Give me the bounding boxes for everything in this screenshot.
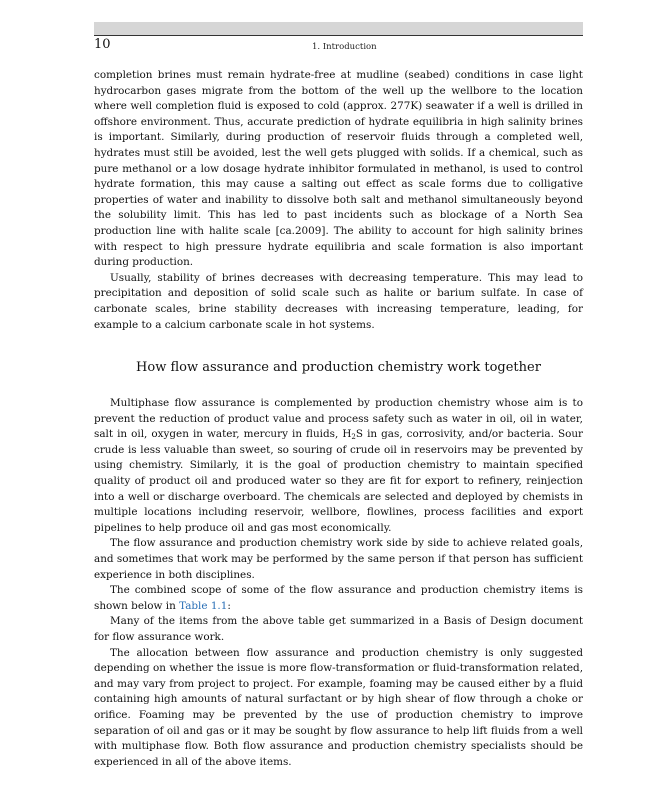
- section-title: How flow assurance and production chemistry work together: [136, 360, 541, 376]
- paragraph-multiphase: [94, 396, 583, 536]
- paragraph-completion-brines: completion brines must remain hydrate-free at mudline (seabed) conditions in case light hydrocarbon gases migrate from the bottom of the well up the wellbore to the location where well completion fluid is exposed to cold (approx. 277K) seawater if a well is drilled in offshore environment. Thus, accurate prediction of hydrate equilibria in high salinity brines is important. Similarly, during production of reservoir fluids through a completed well, hydrates must still be avoided, lest the well gets plugged with solids. If a chemical, such as pure methanol or a low dosage hydrate inhibitor formulated in methanol, is used to control hydrate formation, this may cause a salting out effect as scale forms due to colligative properties of water and inability to dissolve both salt and methanol simultaneously beyond the solubility limit. This has led to past incidents such as blockage of a North Sea production line with halite scale [ca.2009]. The ability to account for high salinity brines with respect to high pressure hydrate equilibria and scale formation is also important during production.: [94, 69, 583, 269]
- paragraph-combined-scope: [94, 583, 583, 614]
- header-rule: [94, 35, 583, 36]
- paragraph-multiphase-text-a: Multiphase flow assurance is complemented by production chemistry whose aim is to prevent the reduction of product value and process safety such as water in oil, oil in water, salt in oil, oxygen in water, mercury in fluids, H: [94, 397, 583, 441]
- paragraph-basis-of-design: Many of the items from the above table get summarized in a Basis of Design document for flow assurance work.: [94, 615, 583, 643]
- page-body: [94, 68, 583, 770]
- running-head: 1. Introduction: [312, 42, 377, 52]
- paragraph-brine-stability: Usually, stability of brines decreases with decreasing temperature. This may lead to precipitation and deposition of solid scale such as halite or barium sulfate. In case of carbonate scales, brine stability decreases with increasing temperature, leading, for example to a calcium carbonate scale in hot systems.: [94, 271, 583, 331]
- paragraph-multiphase-text-b: S in gas, corrosivity, and/or bacteria. Sour crude is less valuable than sweet, so souring of crude oil in reservoirs may be prevented by using chemistry. Similarly, it is the goal of production chemistry to maintain specified quality of product oil and produced water so they are fit for export to refinery, reinjection into a well or discharge overboard. The chemicals are selected and deployed by chemists in multiple locations including reservoir, wellbore, flowlines, process facilities and export pipelines to help produce oil and gas most economically.: [94, 428, 583, 534]
- header-bar: [94, 22, 583, 35]
- h2s-subscript: 2: [351, 433, 356, 442]
- table-1-1-link[interactable]: Table 1.1: [179, 599, 228, 612]
- paragraph-side-by-side: The flow assurance and production chemistry work side by side to achieve related goals, and sometimes that work may be performed by the same person if that person has sufficient experience in both disciplines.: [94, 537, 583, 581]
- paragraph-combined-text-b: :: [227, 599, 231, 612]
- paragraph-allocation: The allocation between flow assurance and production chemistry is only suggested depending on whether the issue is more flow-transformation or fluid-transformation related, and may vary from project to project. For example, foaming may be caused either by a fluid containing high amounts of natural surfactant or by high shear of flow through a choke or orifice. Foaming may be prevented by the use of production chemistry to improve separation of oil and gas or it may be sought by flow assurance to help lift fluids from a well with multiphase flow. Both flow assurance and production chemistry specialists should be experienced in all of the above items.: [94, 646, 583, 768]
- page-number: 10: [94, 37, 111, 52]
- paragraph-combined-text-a: The combined scope of some of the flow assurance and production chemistry items is shown below in: [94, 584, 583, 612]
